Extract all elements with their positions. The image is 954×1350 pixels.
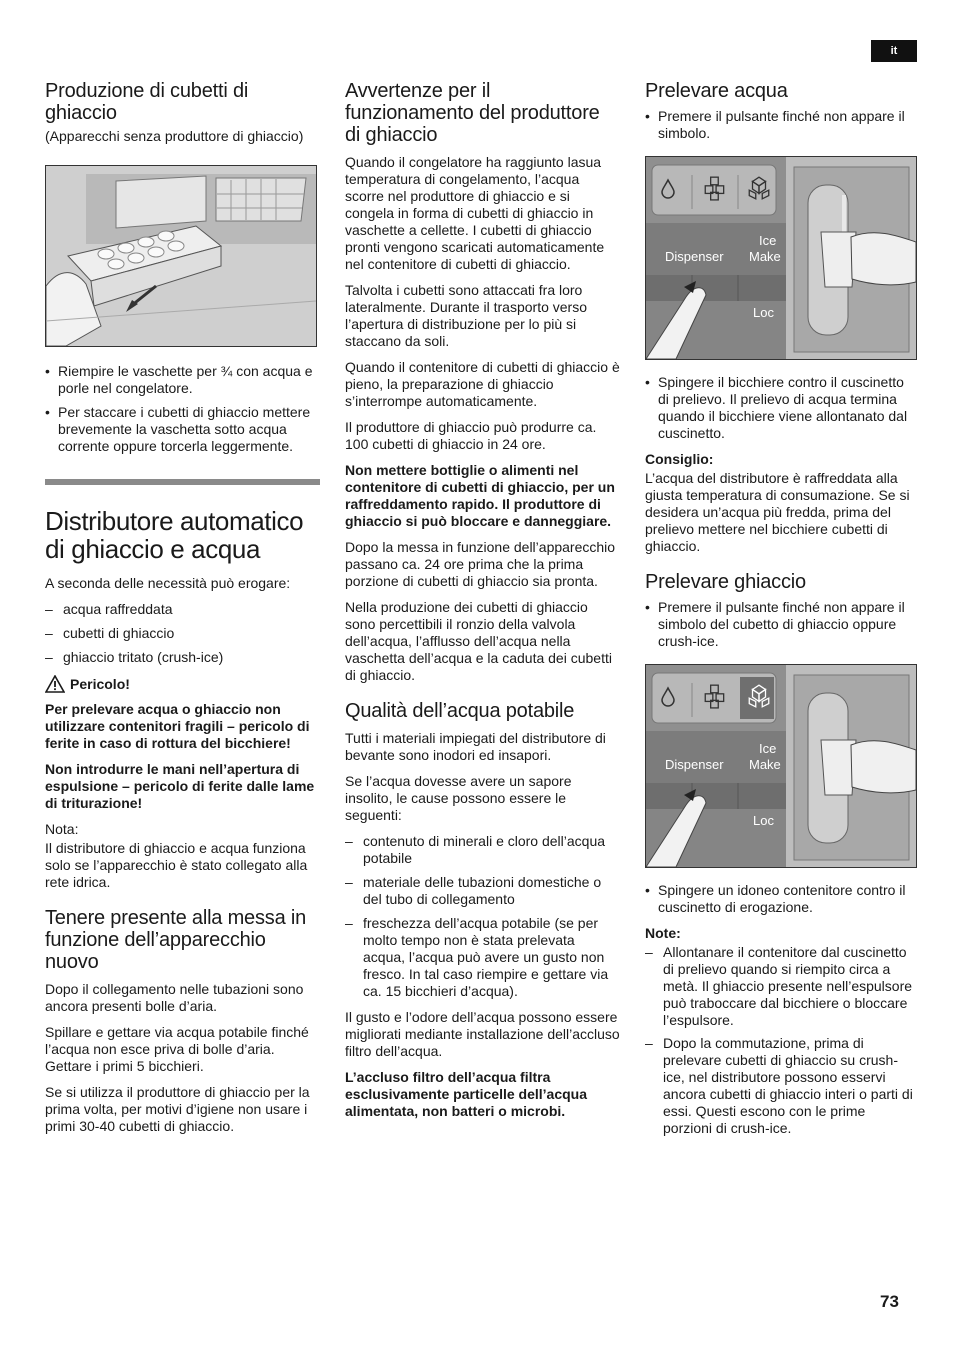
- danger-text-1: Per prelevare acqua o ghiaccio non utilizzare contenitori fragili – pericolo di ferite in caso di rottura del bicchiere!: [45, 701, 310, 751]
- warning-triangle-icon: [45, 675, 65, 693]
- water-dispenser-illustration: [645, 156, 917, 360]
- water-step-1-list: [645, 108, 917, 142]
- water-drop-icon: [656, 177, 680, 201]
- quality-causes-list: [345, 833, 620, 1000]
- warnings-p5: Dopo la messa in funzione dell’apparecchio passano ca. 24 ore prima che la prima porzione di cubetti di ghiaccio sia pronta.: [345, 539, 616, 589]
- list-item: • Spingere il bicchiere contro il cuscinetto di prelievo. Il prelievo di acqua termina quando il bicchiere viene allontanato dal cuscinetto.: [645, 374, 917, 442]
- warnings-p2: Talvolta i cubetti sono attaccati fra loro lateralmente. Durante il trasporto verso l’apertura di distribuzione per lo più si staccano da soli.: [345, 282, 587, 349]
- water-drop-icon: [656, 685, 680, 709]
- list-item: • Spingere un idoneo contenitore contro il cuscinetto di erogazione.: [645, 882, 917, 916]
- lock-label: Loc: [753, 813, 774, 828]
- note-label: Note:: [645, 925, 681, 941]
- list-item: – materiale delle tubazioni domestiche o del tubo di collegamento: [345, 874, 620, 908]
- page-number: 73: [880, 1292, 899, 1311]
- quality-p1: Tutti i materiali impiegati del distributore di bevante sono inodori ed insapori.: [345, 730, 606, 763]
- heading-new-appliance: Tenere presente alla messa in funzione dell’apparecchio nuovo: [45, 907, 307, 973]
- ice-step-2-list: [645, 882, 917, 916]
- heading-take-water: Prelevare acqua: [645, 80, 788, 102]
- new-appliance-p3: Se si utilizza il produttore di ghiaccio per la prima volta, per motivi d’igiene non usare i primi 30-40 cubetti di ghiaccio.: [45, 1084, 310, 1134]
- ice-notes-list: [645, 944, 917, 1137]
- consiglio-label: Consiglio:: [645, 451, 714, 467]
- warnings-p4: Il produttore di ghiaccio può produrre ca. 100 cubetti di ghiaccio in 24 ore.: [345, 419, 597, 452]
- warnings-p3: Quando il contenitore di cubetti di ghiaccio è pieno, la preparazione di ghiaccio s’interrompe automaticamente.: [345, 359, 620, 409]
- ice-dispenser-illustration: [645, 664, 917, 868]
- new-appliance-p1: Dopo il collegamento nelle tubazioni sono ancora presenti bolle d’aria.: [45, 981, 304, 1014]
- ice-tray-drawing: [46, 166, 316, 346]
- ice-steps-list: [45, 363, 320, 455]
- list-item: • Per staccare i cubetti di ghiaccio mettere brevemente la vaschetta sotto acqua corrente oppure torcerla leggermente.: [45, 404, 320, 455]
- heading-water-quality: Qualità dell’acqua potabile: [345, 700, 575, 722]
- list-item: – freschezza dell’acqua potabile (se per molto tempo non è stata prelevata acqua, l’acqua può avere un gusto non fresco. In tal caso riempire e gettare via ca. 15 bicchieri d’acqua).: [345, 915, 620, 1000]
- list-item: – contenuto di minerali e cloro dell’acqua potabile: [345, 833, 620, 867]
- nota-label: Nota:: [45, 821, 79, 837]
- list-item: – ghiaccio tritato (crush-ice): [45, 649, 320, 666]
- ice-tray-illustration: [45, 165, 317, 347]
- list-item: – Dopo la commutazione, prima di prelevare cubetti di ghiaccio su crush-ice, nel distributore possono esservi ancora cubetti di ghiaccio interi o parti di essi. Questi escono con le prime porzioni di crush-ice.: [645, 1035, 917, 1137]
- ice-cubes-icon: [702, 175, 728, 201]
- language-tag: it: [871, 40, 917, 62]
- danger-label-text: Pericolo!: [70, 676, 130, 692]
- dispenser-options-list: [45, 601, 320, 666]
- nota-text: Il distributore di ghiaccio e acqua funziona solo se l’apparecchio è stato collegato alla rete idrica.: [45, 840, 308, 890]
- new-appliance-p2: Spillare e gettare via acqua potabile finché l’acqua non esce priva di bolle d’aria. Gettare i primi 5 bicchieri.: [45, 1024, 309, 1074]
- make-label: Make: [749, 757, 781, 772]
- heading-take-ice: Prelevare ghiaccio: [645, 571, 806, 593]
- danger-text-2: Non introdurre le mani nell’apertura di espulsione – pericolo di ferite dalle lame di triturazione!: [45, 761, 315, 811]
- quality-p2: Se l’acqua dovesse avere un sapore insolito, le cause possono essere le seguenti:: [345, 773, 572, 823]
- quality-p3: Il gusto e l’odore dell’acqua possono essere migliorati mediante installazione dell’accluso filtro dell’acqua.: [345, 1009, 620, 1059]
- warnings-p1: Quando il congelatore ha raggiunto lasua temperatura di congelamento, l’acqua scorre nel produttore di ghiaccio e si congela in forma di cubetti di ghiaccio in vaschette a cellette. I cubetti di ghiaccio pronti vengono scaricati automaticamente nel contenitore di cubetti di ghiaccio.: [345, 154, 605, 272]
- heading-icemaker-warnings: Avvertenze per il funzionamento del produttore di ghiaccio: [345, 80, 600, 146]
- lock-label: Loc: [753, 305, 774, 320]
- water-step-2-list: [645, 374, 917, 442]
- list-item: – cubetti di ghiaccio: [45, 625, 320, 642]
- crush-ice-icon: [746, 175, 772, 201]
- warnings-p6: Nella produzione dei cubetti di ghiaccio sono percettibili il ronzio della valvola dell’acqua, l’afflusso dell’acqua nella vaschetta dell’acqua e la caduta dei cubetti di ghiaccio.: [345, 599, 612, 683]
- danger-label: [45, 675, 320, 693]
- dispenser-label: Dispenser: [665, 249, 724, 264]
- list-item: – acqua raffreddata: [45, 601, 320, 618]
- list-item: – Allontanare il contenitore dal cuscinetto di prelievo quando si riempito circa a metà. Il ghiaccio presente nell’espulsore può traboccare dal bicchiere o bloccare l’espulsore.: [645, 944, 917, 1029]
- list-item: • Riempire le vaschette per ¾ con acqua e porle nel congelatore.: [45, 363, 320, 397]
- quality-bold: L’accluso filtro dell’acqua filtra esclusivamente particelle dell’acqua alimentata, non batteri o microbi.: [345, 1069, 588, 1119]
- dispenser-intro: A seconda delle necessità può erogare:: [45, 575, 291, 591]
- ice-cubes-icon: [702, 683, 728, 709]
- make-label: Make: [749, 249, 781, 264]
- ice-label: Ice: [759, 233, 777, 248]
- column-right: [645, 80, 917, 1146]
- column-left: [45, 80, 320, 1144]
- heading-ice-cubes: Produzione di cubetti di ghiaccio: [45, 80, 249, 124]
- heading-dispenser: Distributore automatico di ghiaccio e acqua: [45, 506, 304, 564]
- ice-label: Ice: [759, 741, 777, 756]
- ice-cubes-note: (Apparecchi senza produttore di ghiaccio): [45, 128, 304, 144]
- section-divider: [45, 479, 320, 485]
- warnings-bold: Non mettere bottiglie o alimenti nel contenitore di cubetti di ghiaccio, per un raffreddamento rapido. Il produttore di ghiaccio si può bloccare e danneggiare.: [345, 462, 615, 529]
- consiglio-text: L’acqua del distributore è raffreddata alla giusta temperatura di consumazione. Se si desidera un’acqua più fredda, prima del prelievo mettere nel bicchiere cubetti di ghiaccio.: [645, 470, 910, 554]
- column-middle: [345, 80, 620, 1129]
- crush-ice-icon: [746, 683, 772, 709]
- ice-step-1-list: [645, 599, 917, 650]
- list-item: • Premere il pulsante finché non appare il simbolo.: [645, 108, 917, 142]
- dispenser-label: Dispenser: [665, 757, 724, 772]
- list-item: • Premere il pulsante finché non appare il simbolo del cubetto di ghiaccio oppure crush-ice.: [645, 599, 917, 650]
